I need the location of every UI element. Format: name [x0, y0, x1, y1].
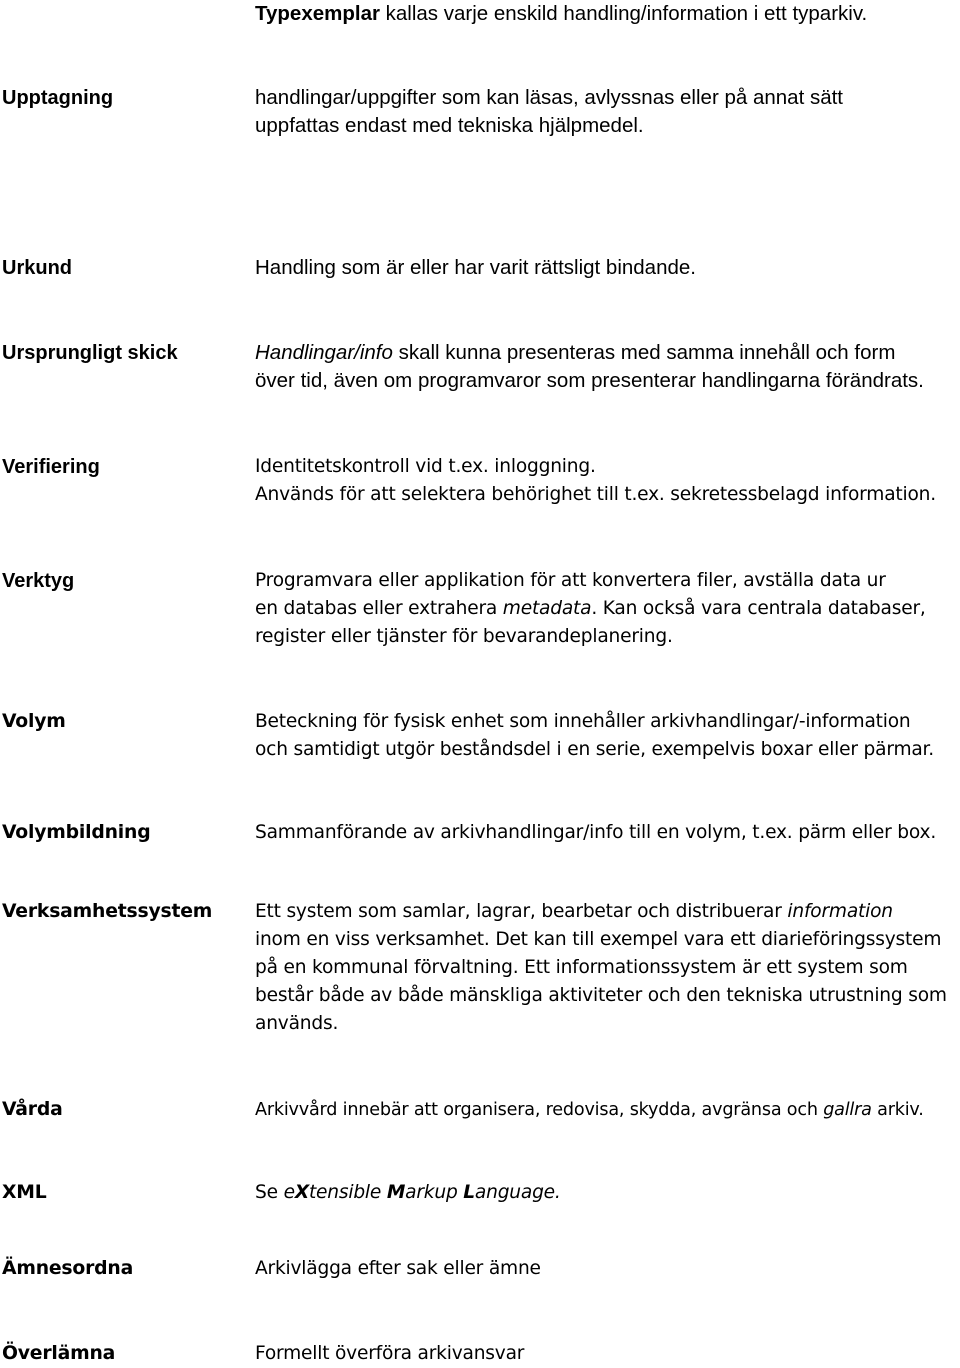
- def-overlamna-line-1: Formellt överföra arkivansvar: [255, 1343, 525, 1364]
- def-verksamhetssystem-line-3: på en kommunal förvaltning. Ett informationssystem är ett system som: [255, 957, 908, 978]
- def-verksamhetssystem-line-1: [255, 898, 893, 926]
- def-verktyg-line-3: register eller tjänster för bevarandeplanering.: [255, 626, 673, 647]
- def-upptagning-line-1: handlingar/uppgifter som kan läsas, avlyssnas eller på annat sätt: [255, 86, 844, 109]
- term-amnesordna: Ämnesordna: [2, 1258, 134, 1279]
- def-xml-se: Se: [255, 1182, 284, 1203]
- def-ursprungligt-skick-text: skall kunna presenteras med samma innehåll och form: [392, 341, 896, 364]
- def-upptagning-line-2: uppfattas endast med tekniska hjälpmedel.: [255, 114, 644, 137]
- def-verktyg-italic: metadata: [502, 598, 592, 619]
- term-volymbildning: Volymbildning: [2, 822, 151, 843]
- term-verktyg: Verktyg: [2, 570, 75, 592]
- def-xml-l: L: [463, 1182, 475, 1203]
- def-xml-tensible: tensible: [308, 1182, 387, 1203]
- def-verifiering-line-1: Identitetskontroll vid t.ex. inloggning.: [255, 456, 596, 477]
- def-verksamhetssystem-line-4: består både av både mänskliga aktiviteter och den tekniska utrustning som: [255, 985, 947, 1006]
- typexemplar-definition: [255, 0, 867, 28]
- def-verksamhetssystem-line-5: används.: [255, 1013, 339, 1034]
- term-xml: XML: [2, 1182, 47, 1203]
- term-varda: Vårda: [2, 1099, 63, 1120]
- def-xml-x: X: [294, 1182, 309, 1203]
- def-varda-line-1: [255, 1096, 924, 1124]
- def-verktyg-text-a: en databas eller extrahera: [255, 598, 503, 619]
- term-verifiering: Verifiering: [2, 456, 100, 478]
- def-varda-text-b: arkiv.: [871, 1100, 924, 1120]
- def-ursprungligt-skick-line-2: över tid, även om programvaror som presenterar handlingarna förändrats.: [255, 369, 924, 392]
- def-verifiering-line-2: Används för att selektera behörighet till t.ex. sekretessbelagd information.: [255, 484, 936, 505]
- def-verktyg-line-2: [255, 595, 926, 623]
- def-verksamhetssystem-text: Ett system som samlar, lagrar, bearbetar och distribuerar: [255, 901, 788, 922]
- def-volym-line-1: Beteckning för fysisk enhet som innehåller arkivhandlingar/-information: [255, 711, 911, 732]
- def-verksamhetssystem-line-2: inom en viss verksamhet. Det kan till exempel vara ett diarieföringssystem: [255, 929, 942, 950]
- def-amnesordna-line-1: Arkivlägga efter sak eller ämne: [255, 1258, 541, 1279]
- def-verktyg-text-b: . Kan också vara centrala databaser,: [591, 598, 926, 619]
- def-verktyg-line-1: Programvara eller applikation för att konvertera filer, avställa data ur: [255, 570, 886, 591]
- term-urkund: Urkund: [2, 257, 72, 279]
- def-xml-e: e: [283, 1182, 295, 1203]
- def-xml-m: M: [386, 1182, 406, 1203]
- term-volym: Volym: [2, 711, 66, 732]
- def-xml-anguage: anguage.: [474, 1182, 561, 1203]
- def-urkund-line-1: Handling som är eller har varit rättsligt bindande.: [255, 256, 696, 279]
- def-varda-text-a: Arkivvård innebär att organisera, redovisa, skydda, avgränsa och: [255, 1100, 824, 1120]
- def-xml-line-1: [255, 1179, 561, 1207]
- term-upptagning: Upptagning: [2, 87, 114, 109]
- def-volymbildning-line-1: Sammanförande av arkivhandlingar/info till en volym, t.ex. pärm eller box.: [255, 822, 937, 843]
- def-verksamhetssystem-italic: information: [787, 901, 893, 922]
- term-verksamhetssystem: Verksamhetssystem: [2, 901, 213, 922]
- term-overlamna: Överlämna: [2, 1343, 116, 1364]
- def-ursprungligt-skick-italic: Handlingar/info: [255, 341, 393, 364]
- def-varda-italic: gallra: [823, 1100, 872, 1120]
- def-ursprungligt-skick-line-1: [255, 339, 895, 367]
- term-ursprungligt-skick: Ursprungligt skick: [2, 342, 178, 364]
- def-volym-line-2: och samtidigt utgör beståndsdel i en serie, exempelvis boxar eller pärmar.: [255, 739, 935, 760]
- def-xml-arkup: arkup: [405, 1182, 464, 1203]
- typexemplar-term: Typexemplar: [255, 2, 380, 25]
- typexemplar-text: kallas varje enskild handling/information i ett typarkiv.: [379, 2, 868, 25]
